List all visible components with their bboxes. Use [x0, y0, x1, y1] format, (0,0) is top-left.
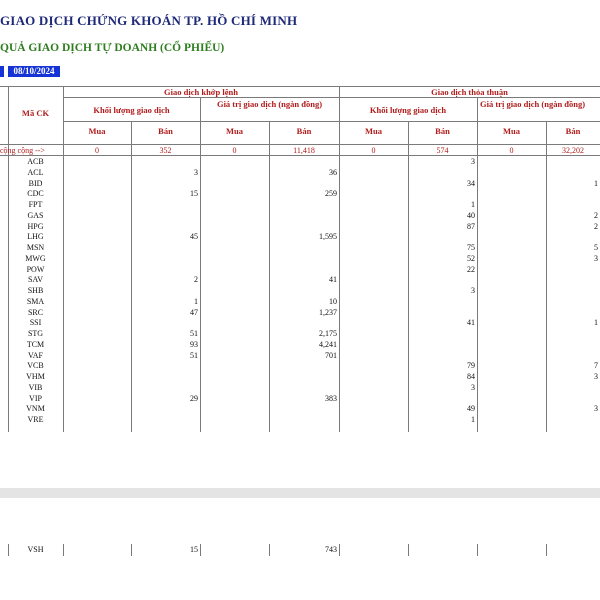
ticker-cell: SSI	[29, 318, 42, 328]
ticker-cell: ACL	[27, 167, 44, 177]
page-title: GIAO DỊCH CHỨNG KHOÁN TP. HỒ CHÍ MINH	[0, 13, 298, 28]
match-group-header: Giao dịch khớp lệnh	[164, 87, 238, 97]
header-bottom-line	[0, 144, 600, 145]
ticker-cell: POW	[26, 264, 45, 274]
column-border	[200, 544, 201, 556]
data-cell: 93	[190, 339, 198, 349]
data-cell: 15	[190, 545, 198, 554]
date-marker	[0, 66, 4, 77]
column-border	[546, 544, 547, 556]
ticker-cell: MWG	[25, 253, 46, 263]
group-header-line	[63, 97, 600, 98]
column-border	[408, 121, 409, 432]
data-cell: 1	[471, 200, 475, 209]
ticker-cell: SRC	[27, 307, 44, 317]
ticker-cell: VSH	[27, 545, 44, 554]
ticker-cell: SAV	[28, 275, 43, 285]
totals-value: 0	[509, 146, 514, 155]
ticker-cell: CDC	[27, 189, 44, 199]
column-border	[339, 86, 340, 432]
subheader-line	[63, 121, 600, 122]
date-badge: 08/10/2024	[8, 66, 60, 77]
totals-value: 11,418	[293, 146, 315, 155]
data-cell: 41	[329, 275, 337, 285]
ticker-cell: VCB	[27, 361, 44, 371]
deal-volume-header: Khối lượng giao dịch	[369, 105, 447, 115]
data-cell: 1	[194, 296, 198, 306]
data-cell: 51	[190, 329, 198, 338]
ticker-cell: STG	[27, 329, 44, 338]
data-cell: 701	[325, 350, 337, 360]
data-cell: 3	[594, 404, 598, 414]
totals-label: cộng cộng -->	[0, 146, 45, 155]
ticker-cell: FPT	[28, 200, 43, 209]
data-cell: 79	[467, 361, 475, 371]
data-cell: 3	[471, 382, 475, 392]
column-border	[269, 544, 270, 556]
totals-value: 32,202	[562, 146, 584, 155]
ticker-cell: MSN	[26, 243, 45, 252]
data-cell: 5	[594, 243, 598, 252]
data-cell: 743	[325, 545, 337, 554]
sell-header: Bán	[435, 126, 450, 136]
data-cell: 1,237	[319, 307, 337, 317]
ticker-cell: HPG	[27, 221, 44, 231]
ticker-cell: VIB	[28, 382, 43, 392]
ticker-cell: GAS	[27, 210, 44, 220]
data-cell: 87	[467, 221, 475, 231]
ticker-cell: SMA	[26, 296, 45, 306]
column-border	[546, 121, 547, 432]
data-cell: 1	[594, 318, 598, 328]
data-cell: 3	[594, 372, 598, 381]
data-cell: 29	[190, 393, 198, 403]
data-cell: 3	[194, 167, 198, 177]
data-cell: 2,175	[319, 329, 337, 338]
ticker-cell: VNM	[26, 404, 45, 414]
ticker-cell: VIP	[29, 393, 42, 403]
match-volume-header: Khối lượng giao dịch	[93, 105, 170, 115]
data-cell: 3	[594, 253, 598, 263]
buy-header: Mua	[226, 126, 243, 136]
ticker-cell: VRE	[27, 415, 44, 424]
data-cell: 41	[467, 318, 475, 328]
ticker-header: Mã CK	[21, 108, 50, 118]
totals-bottom-line	[0, 155, 600, 156]
ticker-cell: ACB	[27, 157, 44, 166]
data-cell: 34	[467, 178, 475, 188]
deal-group-header: Giao dịch thỏa thuận	[431, 87, 508, 97]
column-border	[131, 121, 132, 432]
data-cell: 3	[471, 157, 475, 166]
data-cell: 2	[194, 275, 198, 285]
data-cell: 22	[467, 264, 475, 274]
data-cell: 51	[190, 350, 198, 360]
ticker-cell: LHG	[27, 232, 44, 242]
totals-value: 574	[436, 146, 449, 155]
data-cell: 52	[467, 253, 475, 263]
column-border	[63, 86, 64, 432]
totals-value: 0	[232, 146, 237, 155]
column-border	[269, 121, 270, 432]
data-cell: 36	[329, 167, 337, 177]
data-cell: 4,241	[319, 339, 337, 349]
ticker-cell: SHB	[27, 286, 44, 295]
totals-value: 0	[95, 146, 99, 155]
buy-header: Mua	[88, 126, 106, 136]
data-cell: 259	[325, 189, 337, 199]
ticker-cell: BID	[28, 178, 43, 188]
data-cell: 7	[594, 361, 598, 371]
data-cell: 1	[471, 415, 475, 424]
data-cell: 15	[190, 189, 198, 199]
totals-value: 0	[371, 146, 376, 155]
data-cell: 45	[190, 232, 198, 242]
data-cell: 84	[467, 372, 475, 381]
data-cell: 2	[594, 210, 598, 220]
data-cell: 10	[329, 296, 337, 306]
data-cell: 47	[190, 307, 198, 317]
data-cell: 2	[594, 221, 598, 231]
deal-value-header: Giá trị giao dịch (ngàn đồng)	[480, 99, 586, 109]
column-border	[339, 544, 340, 556]
data-cell: 49	[467, 404, 475, 414]
data-cell: 40	[467, 210, 475, 220]
ticker-cell: TCM	[26, 339, 45, 349]
match-value-header: Giá trị giao dịch (ngàn đồng)	[216, 99, 323, 109]
buy-header: Mua	[365, 126, 382, 136]
buy-header: Mua	[503, 126, 520, 136]
column-border	[477, 544, 478, 556]
sell-header: Bán	[565, 126, 581, 136]
sell-header: Bán	[158, 126, 173, 136]
data-cell: 1	[594, 178, 598, 188]
data-cell: 1,595	[319, 232, 337, 242]
totals-value: 352	[159, 146, 172, 155]
data-cell: 75	[467, 243, 475, 252]
data-cell: 3	[471, 286, 475, 295]
ticker-cell: VAF	[28, 350, 43, 360]
ticker-cell: VHM	[26, 372, 45, 381]
page-subtitle: QUẢ GIAO DỊCH TỰ DOANH (CỔ PHIẾU)	[0, 42, 225, 54]
column-border	[63, 544, 64, 556]
column-border	[131, 544, 132, 556]
page-separator	[0, 488, 600, 498]
column-border	[408, 544, 409, 556]
data-cell: 383	[325, 393, 337, 403]
sell-header: Bán	[296, 126, 312, 136]
